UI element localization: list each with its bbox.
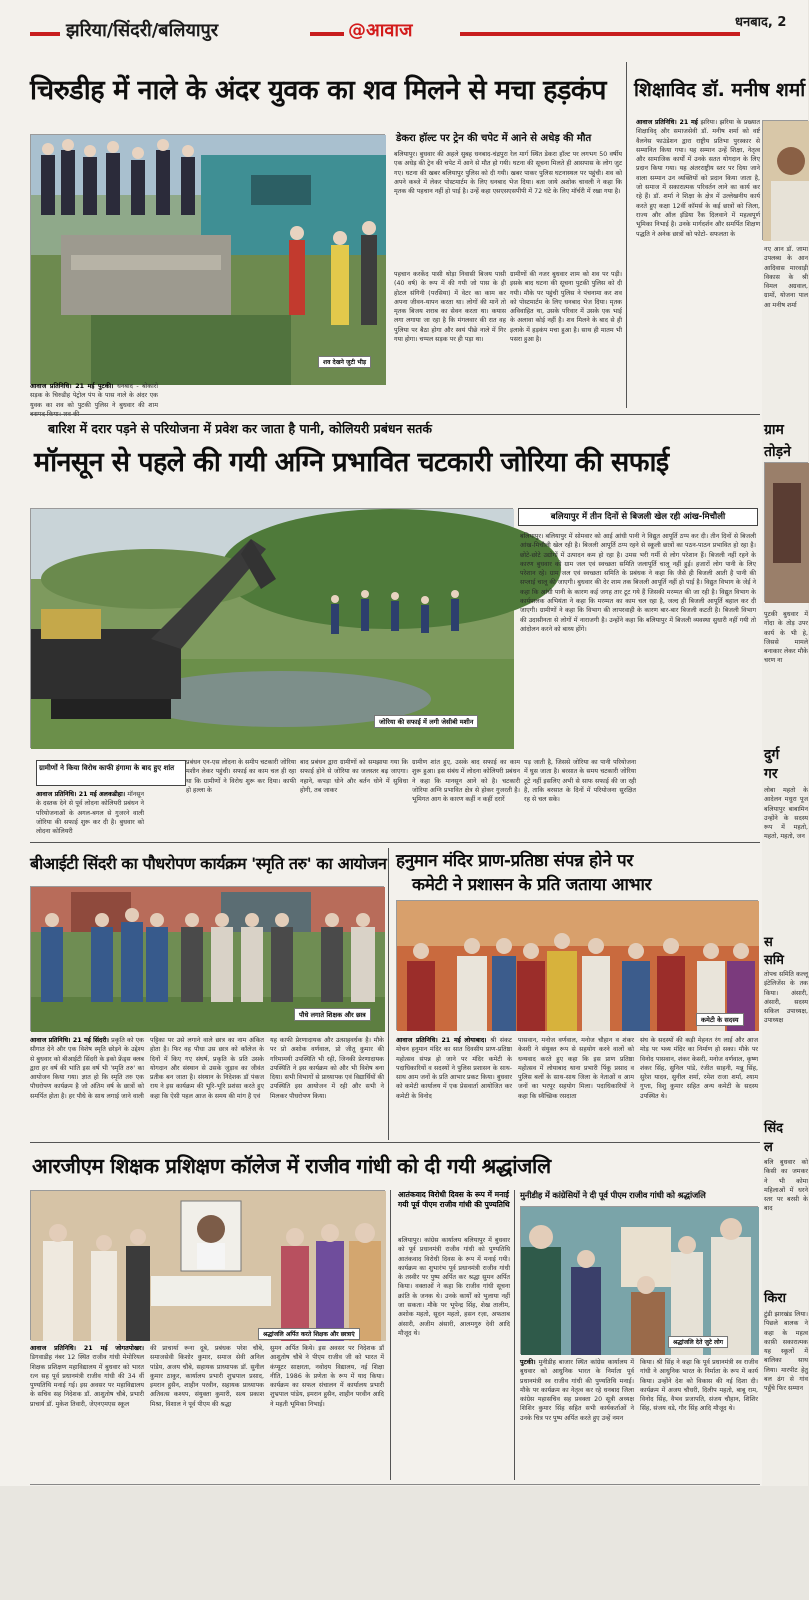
story8-city: जोगतपोखर। <box>115 1345 144 1352</box>
story7-col2: पासवान, मनोज वर्णवाल, मनोज चौहान व शंकर केसरी ने संयुक्त रूप से सहयोग करने वालों को धन्यवाद करते हुए कहा कि इस प्राण प्रतिष्ठा महोत्सव में लोयाबाद थाना प्रभारी पिंकू प्रसाद व पुलिस बलों के साथ-साथ जिला के नेताओं व आम जनों का भरपूर सहयोग मिला। पदाधिकारियों ने कहा कि स्वैच्छिक रसदाता <box>518 1037 634 1100</box>
right-strip-heading4: सिंद <box>764 1121 784 1136</box>
story4-photo <box>30 508 513 748</box>
right-strip-text-3: लोबा महतो के आदेलन मधुरा पूज बलियापुर बाबामिन उन्होंने के सदस्य रूप में महतो, महतो, महतो, जन <box>764 787 808 841</box>
story8-dateline: आवाज प्रतिनिधि। 21 मई <box>30 1345 108 1352</box>
story4-top-rule <box>30 414 760 415</box>
right-strip-heading3b: समि <box>764 953 784 968</box>
story4-col3: बाद प्रबंधन द्वारा ग्रामीणों को समझाया गया कि सफाई होने से जोरिया का जलस्तर बढ़ जाएगा। नहाने, कपड़ा धोने और बर्तन धोने में सुविधा होगी, तब जाकर <box>300 759 408 794</box>
story8-headline: आरजीएम शिक्षक प्रशिक्षण कॉलेज में राजीव गांधी को दी गयी श्रद्धांजलि <box>32 1154 551 1178</box>
right-strip-heading1: ग्राम <box>764 422 784 438</box>
story8-col1-text: डिगवाडीह नंबर 12 स्थित राजीव गांधी मेमोरियल शिक्षक प्रशिक्षण महाविद्यालय में बुधवार को भारत रत्न सह पूर्व प्रधानमंत्री राजीव गांधी की 34 वीं पुण्यतिथि मनाई गई। इस अवसर पर महाविद्यालय के सचिव सह निदेशक डॉ. आशुतोष चौबे, प्रभारी प्राचार्य डॉ. मुकेश तिवारी, जेएनएमएस स्कूल <box>30 1354 144 1408</box>
story8-col2: की प्राचार्या रूना दूबे, प्रबंधक परेश चौबे, समाजसेवी किशोर कुमार, समाज सेवी अनिल पांडेय, अजय चौबे, सहायक प्राध्यापक डॉ. सुनील कुमार ठाकुर, कार्यालय प्रभारी शुभ्रपाल प्रसाद, इमरान हुसैन, शाहीन परवीन, सहायक प्राध्यापक अतिवत्स कश्यप, संयुक्ता कुमारी, सत्य प्रकाश मिश्रा, विशाल ने पूर्व पीएम की श्रद्धा <box>150 1345 264 1408</box>
story1-photo <box>30 134 385 384</box>
story6-top-rule <box>30 842 760 843</box>
story4-dateline: आवाज प्रतिनिधि। 21 मई <box>36 791 97 798</box>
story4-col5: पड़ जाती है, जिससे जोरिया का पानी परियोजना में घुस जाता है। बरसात के समय चटकारी जोरिया टूटे नहीं इसलिए अभी से साफ सफाई की जा रही है, ताकि बरसात के दिनों में परियोजना सुरक्षित रह से चल सके। <box>524 759 636 804</box>
story8-col1 <box>30 1344 144 1474</box>
story1-photo-art <box>31 135 386 385</box>
story7-city: लोयाबाद। <box>464 1037 487 1044</box>
story6-city: सिंदरी। <box>93 1037 109 1044</box>
story1-col1-text: धनबाद - बोकारो सड़क के चिरुडीह पेट्रोल पंप के पास नाले के अंदर एक युवक का शव को पुटकी पुलिस ने बुधवार की शाम <box>30 383 158 409</box>
story3-photo <box>762 120 808 240</box>
right-strip-text-5: बलि बुधवार को किसी का जमकर ने भी कोमा महिलाओं में धरने स्तर पर बरसी के बाद <box>764 1159 808 1213</box>
story8-photo-caption: श्रद्धांजलि अर्पित करते शिक्षक और छात्राएं <box>258 1328 360 1340</box>
story3-dateline: आवाज प्रतिनिधि। 21 मई <box>636 119 698 126</box>
masthead-place: धनबाद, 2 <box>735 15 787 30</box>
story7-photo <box>396 900 758 1030</box>
story10-headline: मुनीडीह में कांग्रेसियों ने दी पूर्व पीएम राजीव गांधी को श्रद्धांजलि <box>520 1190 706 1200</box>
story4-city: अलकडीहा। <box>98 791 126 798</box>
right-strip-text-2: पुटकी बुधवार में गोंदा के तोड़ उपर कार्य के भी हे, जिससे मामले बनाकार लेकर मौके चरण ना <box>764 611 808 665</box>
story7-col1-text: श्री संकट मोचन हनुमान मंदिर का सात दिवसीय प्राण-प्रतिष्ठा महोत्सव संपन्न हो जाने पर मंदिर कमेटी के पदाधिकारियों व सदस्यों ने पुलिस प्रशासन के साथ-साथ आम जनों के प्रति आभार प्रकट किया। बुधवार को कमेटी कार्यालय में एक प्रेसवार्ता आयोजित कर कमेटी के विनोद <box>396 1037 512 1100</box>
story1-col2-text: पहचान करकेंद पासी थोड़ा निवासी बिजय पासी (40 वर्ष) के रूप में की गयी जो पास के ही होटल संगिनी (परसिया) में वेटर का काम कर अपना जीवन-यापन करता था। लोगों की मानें तो मृतक बिजय शराब का सेवन करता था। कयास लगा लगाया जा रहा है कि मंगलवार की रात वह पुलिया पर बैठा होगा और स्वयं पीछे नाले में गिर गया होगा। चप्पल सड़क पर ही पड़ा था। <box>394 271 506 344</box>
story4-kicker: बारिश में दरार पड़ने से परियोजना में प्रवेश कर जाता है पानी, कोलियरी प्रबंधन सतर्क <box>48 421 433 436</box>
story5-headline: बलियापुर में तीन दिनों से बिजली खेल रही आंख-मिचौली <box>518 508 758 526</box>
story10-photo <box>520 1206 758 1354</box>
story8-photo <box>30 1190 385 1340</box>
page-bottom-margin <box>0 1486 808 1600</box>
story4-col1-text: मॉनसून के दस्तक देने से पूर्व लोदना कोलियरी प्रबंधन ने परियोजनाओं के अगल-बगल से गुजरने वाली जोरिया की सफाई शुरू कर दी है। बुधवार को लोदना कोलियरी <box>36 791 144 836</box>
right-strip-heading4b: ल <box>764 1140 773 1155</box>
masthead-red-rule-right <box>460 32 740 36</box>
right-strip-photo1 <box>764 462 808 602</box>
story7-dateline: आवाज प्रतिनिधि। 21 मई <box>396 1037 461 1044</box>
right-strip-heading5: किरा <box>764 1291 787 1306</box>
story6-col1 <box>30 1036 144 1138</box>
story1-photo-caption: शव देखने जुटी भीड़ <box>318 356 371 368</box>
story3-body <box>636 118 760 408</box>
story5-body: बलियापुर। बलियापुर में सोमवार को आई आंधी पानी ने विद्युत आपूर्ति ठप्प कर दी। तीन दिनों से बिजली आंख-मिचौली खेल रही है। बिजली आपूर्ति ठप्प रहने से स्कूली छात्रों का पठन-पाठन प्रभावित हो रहा है। छोटे-छोटे उद्योगों में उत्पादन कम हो रहा है। उमस भरी गर्मी से लोग परेशान हैं। बिजली नहीं रहने के कारण बुधवार को ग्राम जल एवं स्वच्छता समिति जलापूर्ति चालू नहीं हुई। हजारों लोग पानी के लिए परेशान रहे। ग्राम जल एवं स्वच्छता समिति के प्रबंधक ने कहा कि जैसे ही बिजली आती है पानी की सप्लाई चालू की जाएगी। बुधवार की देर शाम तक बिजली आपूर्ति नहीं हो पाई है। विद्युत विभाग के जेई ने कहा कि आंधी पानी के कारण कई जगह तार टूट गये हैं जिसकी मरम्मत की जा रही है। विद्युत विभाग के कार्यपालक अभियंता ने कहा कि मरम्मत का काम चल रहा है, जल्द ही बिजली आपूर्ति बहाल कर दी जाएगी। ग्रामीणों ने कहा कि विभाग की लापरवाही के कारण बार-बार बिजली कटती है। बिजली विभाग की उदासीनता से लोगों में नाराजगी है। उन्होंने कहा कि बलियापुर में बिजली व्यवस्था सुधारी नहीं गयी तो आंदोलन करने को बाध्य होंगे। <box>520 533 756 633</box>
story6-dateline: आवाज प्रतिनिधि। 21 मई <box>30 1037 91 1044</box>
story4-col2: प्रबंधन एन-एस लोदना के समीप चटकारी जोरिया मशीन लेकर पहुंची। सफाई का काम चल ही रहा था कि ग्रामीणों ने विरोध शुरू कर दिया। काफी हो हल्ला के <box>186 759 296 794</box>
story7-col1 <box>396 1036 512 1138</box>
story10-col1-text: मुनीडीह बाजार स्थित कांग्रेस कार्यालय में बुधवार को आधुनिक भारत के निर्माता पूर्व प्रधानमंत्री स्व राजीव गांधी की पुण्यतिथि मनाई। मौके पर कार्यक्रम का नेतृत्व कर रहे धनबाद जिला कांग्रेस महासचिव सह प्रवक्ता 20 सूत्री अध्यक्ष शिशिर कुमार सिंह सहित सभी कार्यकर्ताओं ने उनके चित्र पर पुष्प अर्पित करते हुए उन्हें नमन <box>520 1359 634 1422</box>
story10-city: पुटकी। <box>520 1359 536 1366</box>
story9-divider <box>390 1190 391 1480</box>
story6-photo-caption: पौधे लगाते शिक्षक और छात्र <box>294 1008 371 1021</box>
story3-headline: शिक्षाविद डॉ. मनीष शर्मा <box>634 79 806 101</box>
story1-city: पुटकी। <box>97 383 114 390</box>
story4-headline: मॉनसून से पहले की गयी अग्नि प्रभावित चटकारी जोरिया की सफाई <box>34 447 669 478</box>
story6-col3: यह काफी प्रेरणादायक और उत्साहवर्धक है। मौके पर प्रो अशोक वर्णवाल, प्रो जीतू कुमार की गरिमामयी उपस्थिति भी रही, जिनकी प्रेरणादायक उपस्थिति ने इस कार्यक्रम को और भी विशेष बना दिया। सभी विभागों से प्राध्यापक एवं विद्यार्थियों की उपस्थिति इस आयोजन में रही और सभी ने मिलकर पौधरोपण किया। <box>270 1037 384 1100</box>
right-strip-heading3: स <box>764 935 773 950</box>
right-strip-heading2b: गर <box>764 766 778 782</box>
page-bottom-rule <box>30 1484 760 1485</box>
section-title: झरिया/सिंदरी/बलियापुर <box>66 20 219 41</box>
masthead-red-rule-mid <box>310 32 344 36</box>
story1-divider <box>626 62 627 408</box>
story8-top-rule <box>30 1142 760 1143</box>
right-strip-heading2: दुर्ग <box>764 747 780 763</box>
story7-col3: संघ के सदस्यों की कड़ी मेहनत रंग लाई और आज मोड़ पर भव्य मंदिर का निर्माण हो सका। मौके पर विनोद पासवान, शंकर केसरी, मनोज वर्णवाल, कृष्ण शंकर सिंह, सुनिल पांडे, रंजीत साहनी, मन्नू सिंह, सुरेश यादव, सुनील शर्मा, रमेश राजा शर्मा, श्याम गुप्ता, विशु कुमार सहित अन्य कमेटी के सदस्य उपस्थित थे। <box>640 1037 758 1100</box>
story7-photo-art <box>397 901 759 1031</box>
story1-dateline: आवाज प्रतिनिधि। 21 मई <box>30 383 95 390</box>
story10-col2: किया। श्री सिंह ने कहा कि पूर्व प्रधानमंत्री स्व राजीव गांधी ने आधुनिक भारत के निर्माता के रूप में कार्य किया। उन्होंने देश को विकास की नई दिशा दी। कार्यक्रम में अजय चौधरी, दिलीप महतो, बाबू राम, विनोद सिंह, वैभव प्रजापति, संजय चौहान, शिशिर सिंह, संजय वडे, गौर सिंह आदि मौजूद थे। <box>640 1359 758 1413</box>
right-strip-text-6: टुंडी झारखंड लिया। पिछले बालक ने कहा के महत्व काफ़ी सकारात्मक यह स्कूलों में बालिका साथ लिया। मारपीट हेतु बल ढंग से गांव पहुँचे फिर सम्मान <box>764 1311 808 1393</box>
story9-body: बलियापुर। कांग्रेस कार्यालय बलियापुर में बुधवार को पूर्व प्रधानमंत्री राजीव गांधी को पुण्यतिथि आतंकवाद विरोधी दिवस के रूप में मनाई गयी। कार्यक्रम का शुभारंभ पूर्व प्रधानमंत्री राजीव गांधी के तस्वीर पर पुष्प अर्पित कर श्रद्धा सुमन अर्पित किया। वक्ताओं ने कहा कि राजीव गांधी सूचना क्रांति के जनक थे। उनके कार्यों को भुलाया नहीं जा सकता। मौके पर भूपेन्द्र सिंह, शेख तालीम, अशोक महतो, सूदन महतो, हसन रज़ा, अफताब अंसारी, अजीम अंसारी, आलमगुरु देवी आदि मौजूद थे। <box>398 1237 510 1337</box>
story4-col4: ग्रामीण शांत हुए, उसके बाद सफाई का काम शुरू हुआ। इस संबंध में लोदना कोलियरी प्रबंधन ने कहा कि मानसून आने को है। चटकारी जोरिया अग्नि प्रभावित क्षेत्र से होकर गुजरती है। भूमिगत आग के कारण कहीं न कहीं दरारें <box>412 759 520 804</box>
story2-headline: डेकरा हॉल्ट पर ट्रेन की चपेट में आने से अधेड़ की मौत <box>396 133 592 144</box>
story8-col3: सुमन अर्पित किये। इस अवसर पर निदेशक डॉ आशुतोष चौबे ने पीएम राजीव जी को भारत में कंप्यूटर साक्षरता, नवोदय विद्यालय, नई शिक्षा नीति, 1986 के प्रणेता के रूप में याद किया। कार्यक्रम का सफल संचालन में कार्यालय प्रभारी शुभ्रपाल पांडेय, इमरान हुसैन, शाहीन परवीन आदि ने महती भूमिका निभाई। <box>270 1345 384 1408</box>
story6-col2: पट्टिका पर उसे लगाने वाले छात्र का नाम अंकित होता है। फिर वह पौधा उस छात्र को कॉलेज के दिनों में किए गए संघर्ष, प्रकृति के प्रति उसके योगदान और संस्थान से उसके जुड़ाव का जीवंत प्रतीक बन जाता है। संस्थान के निदेशक डॉ पंकज राय ने इस कार्यक्रम की भूरि-भूरि प्रशंसा करते हुए कहा कि ऐसी पहल आज के समय की मांग है एवं <box>150 1037 264 1100</box>
story1-headline: चिरुडीह में नाले के अंदर युवक का शव मिलने से मचा हड़कंप <box>30 75 606 106</box>
story10-divider <box>514 1190 515 1480</box>
right-strip-text-4: तोपच समिति कल्लू इंटेलिजेंस के तक किया। अंसारी, अंसारी, सदस्य सकिल उपाध्यक्ष, उपाध्यक्ष <box>764 971 808 1025</box>
story4-col1 <box>36 790 144 838</box>
right-strip-photo1-art <box>765 463 809 603</box>
right-strip-heading1b: तोड़ने <box>764 444 791 460</box>
story10-photo-caption: श्रद्धांजलि देते जुटे लोग <box>668 1336 728 1348</box>
story9-headline: आतंकवाद विरोधी दिवस के रूप में मनाई गयी पूर्व पीएम राजीव गांधी की पुण्यतिथि <box>398 1190 510 1209</box>
story4-strip: ग्रामीणों ने किया विरोध काफी हंगामा के बाद हुए शांत <box>36 760 186 786</box>
masthead-red-rule-left <box>30 32 60 36</box>
section-handle: @आवाज <box>348 20 413 41</box>
story7-photo-caption: कमेटी के सदस्य <box>696 1013 744 1026</box>
story10-photo-art <box>521 1207 759 1355</box>
story4-photo-caption: जोरिया की सफाई में लगी जेसीबी मशीन <box>374 715 478 728</box>
story1-col3-text: ग्रामीणों की नजर बुधवार शाम को शव पर पड़ी। इसके बाद घटना की सूचना पुटकी पुलिस को दी गयी। मौके पर पहुंची पुलिस ने पंचनामा कर शव को पोस्टमार्टम के लिए धनबाद भेज दिया। मृतक अविवाहित था, उसके परिवार में उसके एक भाई के अलावा कोई नहीं है। शव मिलने के बाद से ही इलाके में हड़कंप मचा हुआ है। साथ ही मातम भी पसरा हुआ है। <box>510 271 622 344</box>
story7-divider <box>388 848 389 1140</box>
story3-photo-art <box>763 121 809 241</box>
right-strip-text-1: नए आन डॉ. जामा उपलब्ध के आन आदिवास मारवाड़ी विकास के श्री विमल अग्रवाल, ग्रामों, योजना पाल आ मनीष शर्मा <box>764 246 808 309</box>
story1-col1 <box>30 382 158 408</box>
story2-body: बलियापुर। बुधवार की अहले सुबह धनबाद-चंद्रपुरा रेल मार्ग स्थित डेकरा हॉल्ट पर लगभग 50 वर्षीय एक अधेड़ की ट्रेन की चपेट में आने से मौत हो गयी। घटना की सूचना मिलते ही आसपास के लोग जुट गए। घटना की खबर बलियापुर पुलिस को दी गयी। खबर पाकर पुलिस घटनास्थल पर पहुंची। शव को अपने कब्जे में लेकर पोस्टमार्टम के लिए धनबाद भेज दिया। बता जाये अशोक चावली ने कहा कि मृतक की पहचान नहीं हो पाई है। उन्हें कहा एसएसएसपीपी में 72 घंटे के लिए मॉर्चरी में रखा गया है। <box>394 151 622 196</box>
story3-body-text: झरिया। झरिया के प्रख्यात शिक्षाविद् और समाजसेवी डॉ. मनीष शर्मा को वर्ष्ट वैलनेस फाउंडेशन द्वारा राष्ट्रीय प्रतिभा पुरस्कार से सम्मानित किया गया। यह सम्मान उन्हें शिक्षा, नेतृत्व और सामाजिक कार्यों में उनके सतत योगदान के लिए प्रदान किया गया। यह अंतरराष्ट्रीय स्तर पर दिया जाने वाला सम्मान उन व्यक्तियों को प्रदान किया जाता है, जो समाज में सकारात्मक परिवर्तन लाने का कार्य कर रहे हैं। डॉ. शर्मा ने शिक्षा के क्षेत्र में उल्लेखनीय कार्य करते हुए कक्षा 12वीं कॉमर्स के कई छात्रों को जिला, राज्य और ऑल इंडिया रैंक दिलवाने में महत्वपूर्ण भूमिका निभाई है। उनके मार्गदर्शन और समर्पित शिक्षण पद्धति ने अनेक छात्रों को फोटो- सफलता के <box>636 119 760 238</box>
story7-headline-line2: कमेटी ने प्रशासन के प्रति जताया आभार <box>412 875 652 895</box>
story10-col1 <box>520 1358 634 1478</box>
story6-headline: बीआईटी सिंदरी का पौधरोपण कार्यक्रम 'स्मृति तरु' का आयोजन <box>30 854 387 873</box>
story7-headline-line1: हनुमान मंदिर प्राण-प्रतिष्ठा संपन्न होने पर <box>396 851 634 871</box>
story6-col1-text: प्रकृति को एक सौगात देने और एक विशेष स्मृति छोड़ने के उद्देश्य से बुधवार को बीआईटी सिंदरी के इको फ्रेंड्स क्लब द्वारा हर वर्ष की भांति इस वर्ष भी 'स्मृति तरु' का आयोजन किया गया। ज्ञात हो कि स्मृति तरु एक पौधरोपण कार्यक्रम है जो अंतिम वर्ष के छात्रों को समर्पित होता है। हर पौधे के साथ लगाई जाने वाली <box>30 1037 144 1100</box>
story8-photo-art <box>31 1191 386 1341</box>
story4-photo-art <box>31 509 514 749</box>
